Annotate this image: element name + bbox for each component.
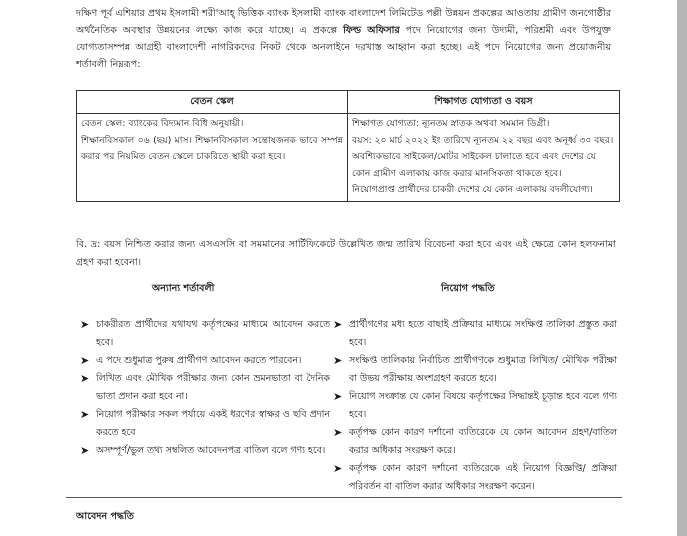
education-line: শিক্ষাগত যোগ্যতা: ন্যূনতম স্নাতক অথবা সমমান ডিগ্রী।	[352, 118, 550, 129]
list-item	[80, 316, 330, 352]
list-item	[333, 316, 617, 352]
list-item	[333, 424, 617, 460]
intro-text-2: পদে নিয়োগের জন্য উদ্যমী, পরিশ্রমী এবং উপযুক্ত যোগ্যতাসম্পন্ন আগ্রহী বাংলাদেশী নাগরিকদের নিকট থেকে অনলাইনে দরখাস্ত আহ্বান করা হচ্ছে। এই পদে নিয়োগের জন্য প্রয়োজনীয় শর্তাবলী নিম্নরূপ:	[76, 25, 611, 70]
list-item-text: নিয়োগ সংক্রান্ত যে কোন বিষয়ে কর্তৃপক্ষের সিদ্ধান্তই চূড়ান্ত হবে বলে গণ্য হবে।	[349, 391, 617, 420]
cycle-line: অবশ্যিকভাবে সাইকেল/মোটর সাইকেল চালাতে হবে এবং দেশের যে কোন গ্রামীণ এলাকায় কাজ করার মানসিকতা থাকতে হবে।	[352, 151, 596, 179]
page-edge-shadow	[677, 0, 687, 536]
list-item-text: সংক্ষিপ্ত তালিকায় নির্বাচিত প্রার্থীগণকে শুধুমাত্র লিখিত/ মৌখিক পরীক্ষা বা উভয় পরীক্ষায় অংশগ্রহণ করতে হবে।	[349, 355, 617, 384]
list-item-text: চাকরীরত প্রার্থীদের যথাযথ কর্তৃপক্ষের মাধ্যমে আবেদন করতে হবে।	[96, 319, 330, 348]
list-item-text: কর্তৃপক্ষ কোন কারণ দর্শানো ব্যতিরেকে যে কোন আবেদন গ্রহণ/বাতিল করার অধিকার সংরক্ষণ করে।	[349, 427, 617, 456]
list-item-text: এ পদে শুধুমাত্র পুরুষ প্রার্থীগণ আবেদন করতে পারবেন।	[96, 355, 302, 366]
bullet-icon: ➤	[333, 390, 343, 403]
pay-scale-cell	[77, 114, 348, 202]
list-item	[333, 388, 617, 424]
bullet-icon: ➤	[80, 444, 90, 457]
qualification-header: শিক্ষাগত যোগ্যতা ও বয়স	[348, 91, 620, 114]
apply-method-heading: আবেদন পদ্ধতি	[76, 511, 134, 522]
section-divider	[66, 497, 622, 498]
bullet-icon: ➤	[80, 354, 90, 367]
list-item	[80, 352, 330, 370]
intro-paragraph	[76, 5, 611, 73]
bullet-icon: ➤	[333, 318, 343, 331]
pay-scale-header: বেতন স্কেল	[77, 91, 348, 114]
list-item-text: নিয়োগ পরীক্ষার সকল পর্যায়ে একই ধরণের স্বাক্ষর ও ছবি প্রদান করতে হবে	[96, 409, 330, 438]
recruitment-title: নিয়োগ পদ্ধতি	[441, 283, 495, 294]
position-name: ফিল্ড অফিসার	[343, 25, 400, 36]
table-header-row	[77, 91, 620, 114]
bullet-icon: ➤	[333, 426, 343, 439]
list-item	[80, 406, 330, 442]
probation-line: শিক্ষানবিসকাল ০৬ (ছয়) মাস। শিক্ষানবিসকাল সন্তোষজনক ভাবে সম্পন্ন করার পর নিয়মিত বেতন স্কেলে চাকরিতে স্থায়ী করা হবে।	[81, 134, 343, 162]
recruitment-list	[333, 316, 617, 496]
intro-text-1: দক্ষিণ পূর্ব এশিয়ার প্রথম ইসলামী শরী'আহ্ ভিত্তিক ব্যাংক ইসলামী ব্যাংক বাংলাদেশ লিমিটেড পল্লী উন্নয়ন প্রকল্পের আওতায় গ্রামীণ জনগোষ্ঠীর অর্থনৈতিক অবস্থার উন্নয়নের লক্ষ্যে কাজ করে যাচ্ছে। এ প্রকল্পে	[76, 8, 611, 36]
list-item-text: লিখিত এবং মৌখিক পরীক্ষার জন্য কোন ভ্রমনভাতা বা দৈনিক ভাতা প্রদান করা হবে না।	[96, 373, 330, 402]
list-item	[80, 370, 330, 406]
bullet-icon: ➤	[333, 462, 343, 475]
list-item	[333, 460, 617, 496]
list-item-text: কর্তৃপক্ষ কোন কারণ দর্শানো ব্যতিরেকে এই নিয়োগ বিজ্ঞপ্তি/ প্রক্রিয়া পরিবর্তন বা বাতিল করার অধিকার সংরক্ষণ করেন।	[349, 463, 617, 492]
age-line: বয়স: ২০ মার্চ ২০২২ ইং তারিখে ন্যূনতম ২২ বছর এবং অনূর্ধ্ব ৩০ বছর।	[352, 134, 614, 146]
other-terms-list	[80, 316, 330, 460]
list-item-text: অসম্পূর্ণ/ভুল তথ্য সম্বলিত আবেদনপত্র বাতিল বলে গণ্য হবে।	[96, 445, 326, 456]
list-item-text: প্রার্থীগণের মধ্য হতে বাছাই প্রক্রিয়ার মাধ্যমে সংক্ষিপ্ত তালিকা প্রস্তুত করা হবে।	[349, 319, 617, 348]
qualification-cell	[348, 114, 620, 202]
bullet-icon: ➤	[80, 408, 90, 421]
list-item	[80, 442, 330, 460]
table-row	[77, 114, 620, 202]
other-terms-title: অন্যান্য শর্তাবলী	[152, 283, 215, 294]
bullet-icon: ➤	[80, 318, 90, 331]
bullet-icon: ➤	[333, 354, 343, 367]
requirements-table	[76, 90, 620, 202]
age-note: বি. দ্র: বয়স নিশ্চিত করার জন্য এসএসসি বা সমমানের সার্টিফিকেটে উল্লেখিত জন্ম তারিখ বিবেচনা করা হবে এবং এই ক্ষেত্রে কোন হলফনামা গ্রহণ করা হবেনা।	[76, 239, 616, 268]
pay-scale-line: বেতন স্কেল: ব্যাংকের বিদ্যমান বিধি অনুযায়ী।	[81, 118, 244, 129]
bullet-icon: ➤	[80, 372, 90, 385]
transfer-line: নিয়োগপ্রাপ্ত প্রার্থীদের চাকরী দেশের যে কোন এলাকায় বদলীযোগ্য।	[352, 184, 593, 195]
list-item	[333, 352, 617, 388]
